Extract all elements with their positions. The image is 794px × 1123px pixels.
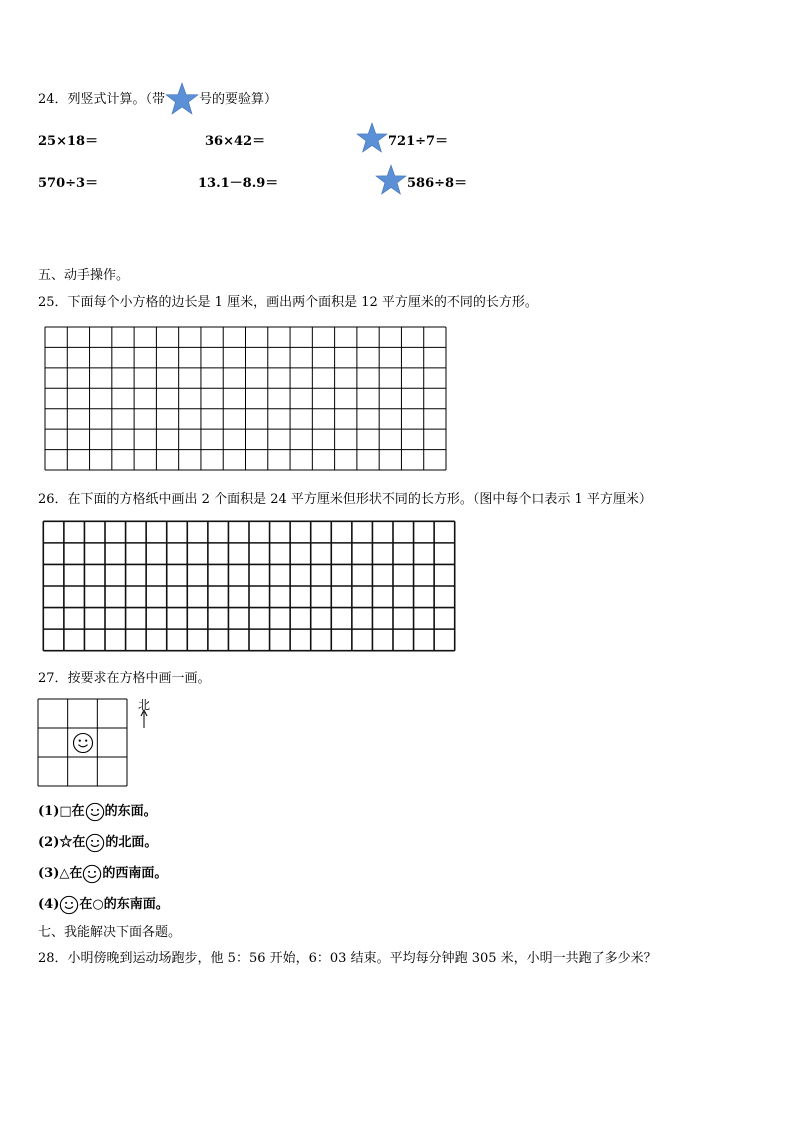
calc-item-4: 570÷3＝ [38,176,99,191]
calc-item-3: 721÷7＝ [388,134,449,149]
q27-item-1-suffix: 的东面。 [104,804,157,819]
q26-square-grid [42,520,456,652]
smiley-face-icon [82,864,102,884]
q24-title-suffix: 号的要验算） [199,92,278,107]
q25-square-grid [44,326,447,471]
smiley-face-icon [72,732,94,754]
q27-item-1 [38,800,157,822]
q27-item-2-suffix: 的北面。 [105,835,158,850]
smiley-face-icon [85,833,105,853]
star-icon [375,164,407,196]
calc-item-5: 13.1－8.9＝ [198,176,279,191]
section-5-title: 五、动手操作。 [38,268,130,283]
section-7-title: 七、我能解决下面各题。 [38,925,182,940]
north-label: 北 [138,698,151,712]
q27-item-2 [38,831,157,853]
q28-text: 28．小明傍晚到运动场跑步，他 5：56 开始，6：03 结束。平均每分钟跑 305 米，小明一共跑了多少米？ [38,951,657,966]
q27-item-2-prefix: (2)☆在 [38,835,86,850]
smiley-face-icon [85,802,105,822]
q27-item-4-suffix: 在○的东南面。 [79,897,169,912]
q24-title-prefix: 24．列竖式计算。（带 [38,92,166,107]
star-icon [165,82,199,116]
q27-item-3-prefix: (3)△在 [38,866,83,881]
star-icon [356,122,388,154]
calc-item-6: 586÷8＝ [407,176,468,191]
q26-text: 26．在下面的方格纸中画出 2 个面积是 24 平方厘米但形状不同的长方形。（图中每个口表示 1 平方厘米） [38,492,652,507]
q27-item-3-suffix: 的西南面。 [102,866,168,881]
calc-item-2: 36×42＝ [205,134,266,149]
q24-title [38,88,277,108]
q27-item-4 [38,893,169,915]
q27-item-1-prefix: (1)□在 [38,804,85,819]
q27-text: 27．按要求在方格中画一画。 [38,671,211,686]
north-arrow-icon [139,709,149,729]
q27-item-4-prefix: (4) [38,897,60,912]
q25-text: 25．下面每个小方格的边长是 1 厘米，画出两个面积是 12 平方厘米的不同的长方形。 [38,295,538,310]
calc-item-1: 25×18＝ [38,134,99,149]
smiley-face-icon [59,895,79,915]
q27-item-3 [38,862,167,884]
